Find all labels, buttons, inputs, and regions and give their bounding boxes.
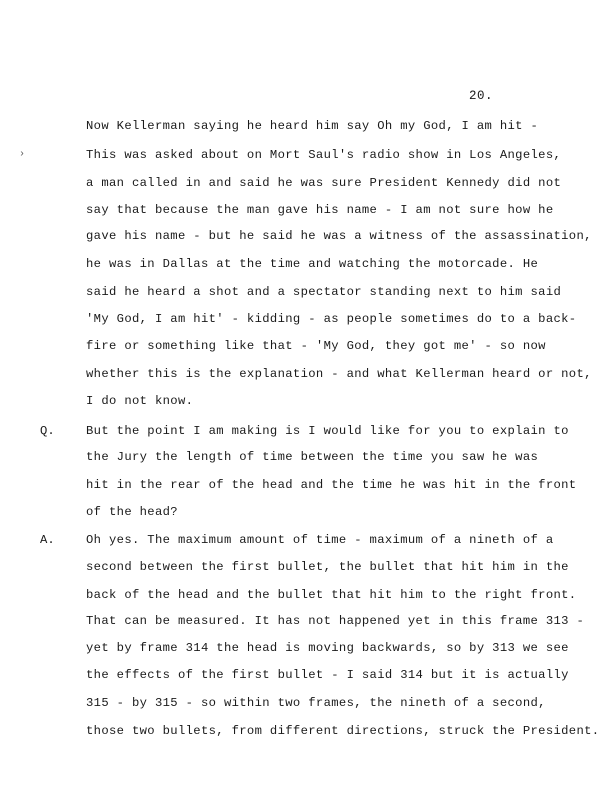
text-line: a man called in and said he was sure President Kennedy did not [86, 176, 562, 190]
question-label: Q. [40, 424, 55, 438]
text-line: back of the head and the bullet that hit him to the right front. [86, 588, 577, 602]
text-line: said he heard a shot and a spectator standing next to him said [86, 285, 562, 299]
text-line: This was asked about on Mort Saul's radio show in Los Angeles, [86, 148, 562, 162]
text-line: fire or something like that - 'My God, they got me' - so now [86, 339, 546, 353]
text-line: the Jury the length of time between the time you saw he was [86, 450, 539, 464]
text-line: Oh yes. The maximum amount of time - maximum of a nineth of a [86, 533, 554, 547]
text-line: the effects of the first bullet - I said 314 but it is actually [86, 668, 569, 682]
text-line: whether this is the explanation - and what Kellerman heard or not, [86, 367, 592, 381]
text-line: gave his name - but he said he was a witness of the assassination, [86, 229, 592, 243]
text-line: those two bullets, from different directions, struck the President. [86, 724, 600, 738]
text-line: 315 - by 315 - so within two frames, the nineth of a second, [86, 696, 546, 710]
answer-label: A. [40, 533, 55, 547]
margin-mark: › [19, 149, 26, 160]
text-line: he was in Dallas at the time and watching the motorcade. He [86, 257, 539, 271]
text-line: Now Kellerman saying he heard him say Oh my God, I am hit - [86, 119, 539, 133]
text-line: yet by frame 314 the head is moving backwards, so by 313 we see [86, 641, 569, 655]
text-line: That can be measured. It has not happened yet in this frame 313 - [86, 614, 585, 628]
text-line: second between the first bullet, the bullet that hit him in the [86, 560, 569, 574]
text-line: of the head? [86, 505, 178, 519]
text-line: say that because the man gave his name - I am not sure how he [86, 203, 554, 217]
text-line: I do not know. [86, 394, 194, 408]
text-line: hit in the rear of the head and the time he was hit in the front [86, 478, 577, 492]
text-line: But the point I am making is I would like for you to explain to [86, 424, 569, 438]
page-number: 20. [469, 89, 494, 103]
text-line: 'My God, I am hit' - kidding - as people sometimes do to a back- [86, 312, 577, 326]
